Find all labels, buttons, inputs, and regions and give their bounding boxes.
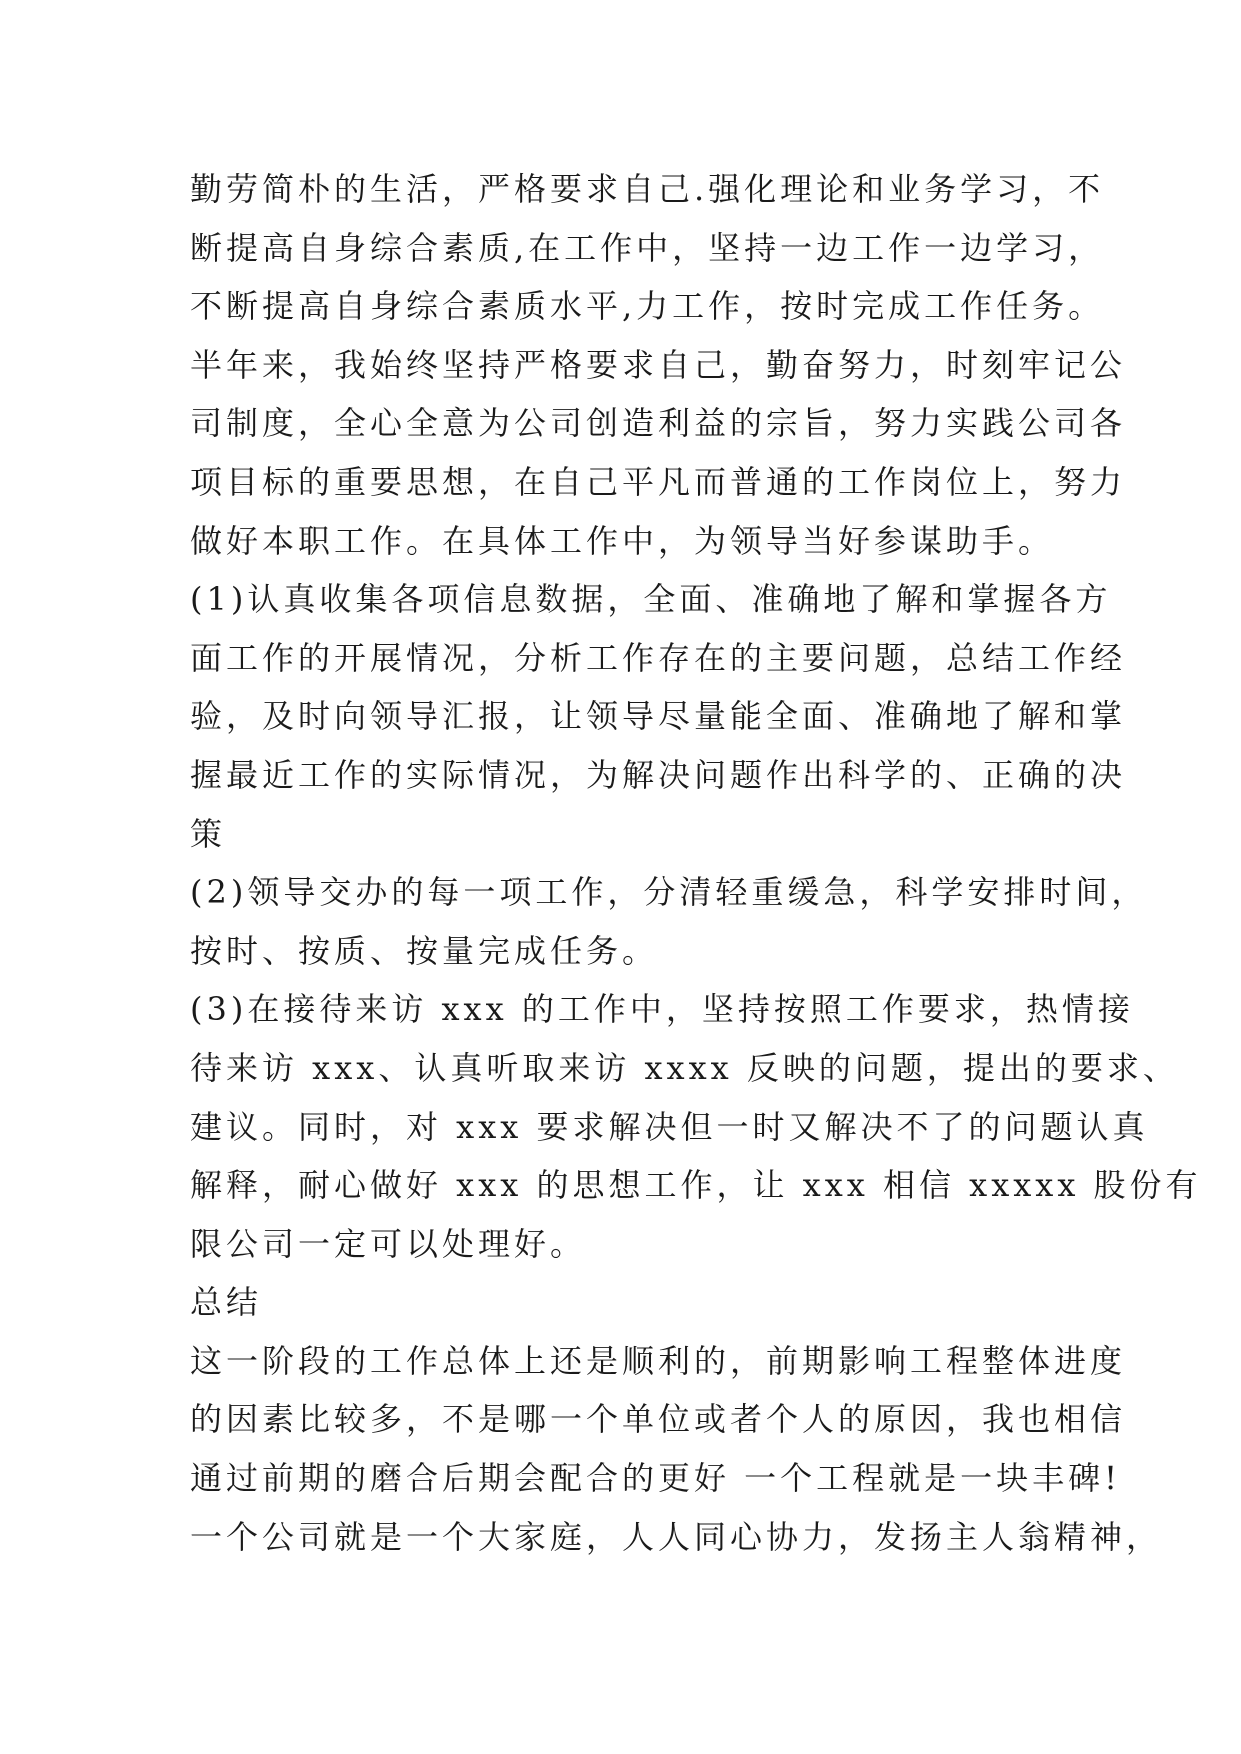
text-line: 做好本职工作。在具体工作中，为领导当好参谋助手。 bbox=[190, 521, 1055, 560]
text-line: 不断提高自身综合素质水平,力工作，按时完成工作任务。 bbox=[190, 287, 1105, 326]
text-line: 面工作的开展情况，分析工作存在的主要问题，总结工作经 bbox=[190, 638, 1127, 677]
document-body bbox=[190, 160, 1202, 1566]
list-item-3-line: (3)在接待来访 xxx 的工作中，坚持按照工作要求，热情接 bbox=[190, 990, 1134, 1029]
text-line: 的因素比较多，不是哪一个单位或者个人的原因，我也相信 bbox=[190, 1400, 1127, 1439]
text-line: 司制度，全心全意为公司创造利益的宗旨，努力实践公司各 bbox=[190, 404, 1127, 443]
text-line: 勤劳简朴的生活，严格要求自己.强化理论和业务学习，不 bbox=[190, 170, 1105, 208]
text-line: 半年来，我始终坚持严格要求自己，勤奋努力，时刻牢记公 bbox=[190, 345, 1127, 384]
section-heading-summary: 总结 bbox=[190, 1283, 263, 1322]
text-line: 限公司一定可以处理好。 bbox=[190, 1224, 587, 1263]
text-line: 这一阶段的工作总体上还是顺利的，前期影响工程整体进度 bbox=[190, 1341, 1127, 1380]
text-line: 按时、按质、按量完成任务。 bbox=[190, 931, 659, 970]
text-line: 项目标的重要思想，在自己平凡而普通的工作岗位上，努力 bbox=[190, 462, 1127, 501]
text-line: 建议。同时，对 xxx 要求解决但一时又解决不了的问题认真 bbox=[190, 1107, 1149, 1146]
text-line: 验，及时向领导汇报，让领导尽量能全面、准确地了解和掌 bbox=[190, 697, 1127, 736]
text-line: 待来访 xxx、认真听取来访 xxxx 反映的问题，提出的要求、 bbox=[190, 1048, 1179, 1087]
text-line: 断提高自身综合素质,在工作中，坚持一边工作一边学习， bbox=[190, 228, 1105, 267]
text-line: 策 bbox=[190, 814, 227, 853]
text-line: 解释，耐心做好 xxx 的思想工作，让 xxx 相信 xxxxx 股份有 bbox=[190, 1166, 1202, 1205]
list-item-1-line: (1)认真收集各项信息数据，全面、准确地了解和掌握各方 bbox=[190, 580, 1112, 619]
text-line: 通过前期的磨合后期会配合的更好 一个工程就是一块丰碑! bbox=[190, 1459, 1122, 1498]
text-line: 握最近工作的实际情况，为解决问题作出科学的、正确的决 bbox=[190, 755, 1127, 794]
text-line: 一个公司就是一个大家庭，人人同心协力，发扬主人翁精神， bbox=[190, 1517, 1163, 1556]
list-item-2-line: (2)领导交办的每一项工作，分清轻重缓急，科学安排时间， bbox=[190, 873, 1148, 912]
